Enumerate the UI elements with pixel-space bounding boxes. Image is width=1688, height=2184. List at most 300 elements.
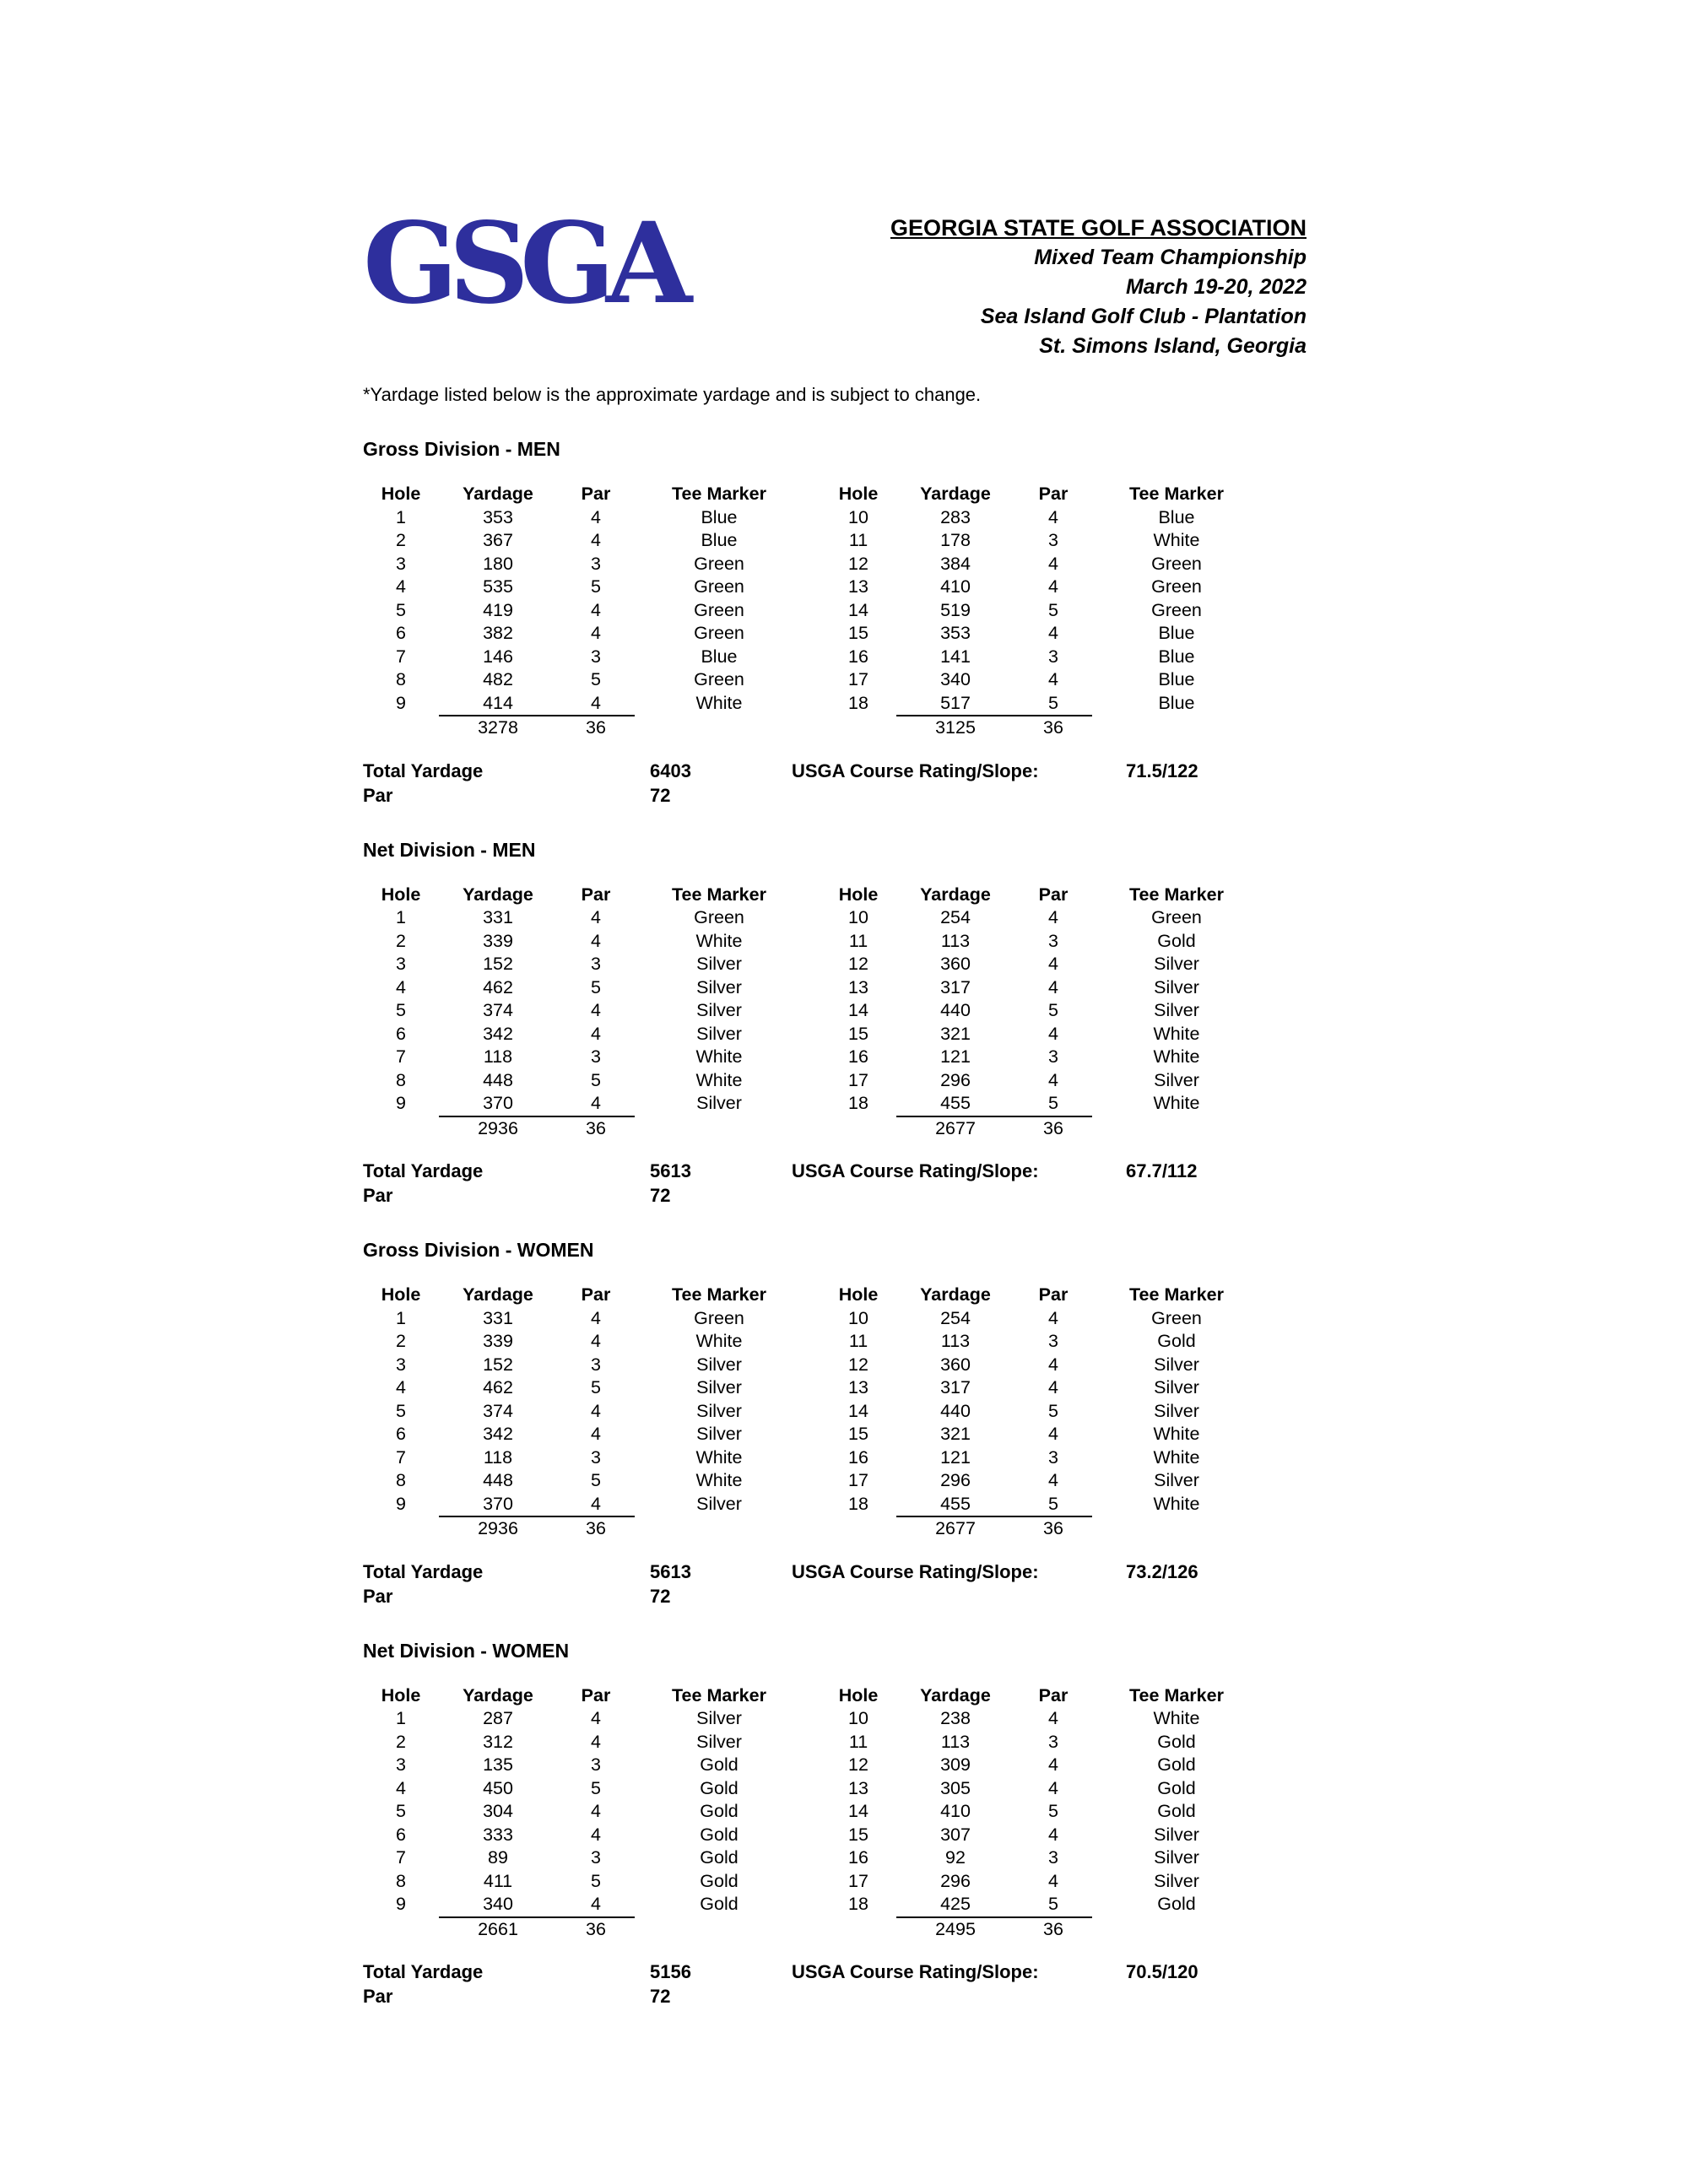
table-row <box>363 1731 1688 1754</box>
column-spacer <box>803 692 820 716</box>
section-summary <box>363 1960 1688 2008</box>
empty-cell <box>363 715 439 738</box>
yardage-cell: 121 <box>940 1446 971 1468</box>
par-value: 72 <box>650 1585 671 1607</box>
par-cell: 3 <box>1048 1331 1058 1351</box>
par-cell: 3 <box>591 553 601 574</box>
par-cell: 4 <box>1048 1069 1058 1090</box>
column-spacer <box>803 576 820 599</box>
yardage-cell: 410 <box>940 576 971 597</box>
yardage-cell: 321 <box>940 1424 971 1444</box>
column-spacer <box>803 1731 820 1754</box>
par-cell: 3 <box>591 1446 601 1468</box>
par-cell: 3 <box>591 1354 601 1375</box>
hole-cell: 18 <box>848 1493 868 1514</box>
par-cell: 5 <box>1048 1894 1058 1914</box>
yardage-cell: 89 <box>488 1847 508 1868</box>
tee-marker-cell: Silver <box>696 1424 742 1444</box>
par-cell: 5 <box>591 1377 601 1397</box>
table-row <box>363 1307 1688 1331</box>
hole-cell: 16 <box>848 1046 868 1067</box>
division-section <box>363 838 1688 1208</box>
gsga-logo: GSGA <box>363 198 684 329</box>
tee-marker-cell: Green <box>694 623 744 643</box>
yardage-cell: 312 <box>483 1731 513 1752</box>
division-section <box>363 1238 1688 1608</box>
yardage-cell: 296 <box>940 1069 971 1090</box>
yardage-cell: 305 <box>940 1777 971 1798</box>
hole-cell: 11 <box>848 1731 868 1752</box>
empty-cell <box>635 1516 803 1539</box>
header-text-block <box>890 209 1307 361</box>
par-cell: 4 <box>1048 1023 1058 1044</box>
column-spacer <box>803 506 820 530</box>
empty-cell <box>363 1116 439 1139</box>
column-spacer <box>803 1824 820 1847</box>
par-cell: 3 <box>1048 530 1058 550</box>
tee-marker-cell: Blue <box>701 530 738 550</box>
table-row <box>363 668 1688 692</box>
tee-marker-cell: Green <box>694 1307 744 1328</box>
hole-cell: 13 <box>848 976 868 997</box>
yardage-table <box>363 884 1688 1141</box>
rating-label: USGA Course Rating/Slope: <box>792 1961 1039 1982</box>
column-spacer <box>803 1376 820 1400</box>
yardage-cell: 353 <box>483 506 513 527</box>
yardage-cell: 360 <box>940 1354 971 1375</box>
empty-cell <box>1126 1584 1688 1608</box>
par-cell: 4 <box>591 1801 601 1821</box>
yardage-cell: 455 <box>940 1493 971 1514</box>
yardage-cell: 414 <box>483 692 513 713</box>
table-row <box>363 1423 1688 1446</box>
column-spacer <box>803 1516 820 1539</box>
hole-cell: 6 <box>396 1424 406 1444</box>
empty-cell <box>363 1516 439 1539</box>
column-header: Hole <box>838 1684 879 1706</box>
empty-cell <box>792 1584 1126 1608</box>
yardage-cell: 340 <box>483 1894 513 1914</box>
yardage-cell: 121 <box>940 1046 971 1067</box>
table-row <box>363 1707 1688 1731</box>
hole-cell: 12 <box>848 553 868 574</box>
table-row <box>363 1754 1688 1777</box>
back-yardage-total: 2677 <box>896 1516 1014 1541</box>
par-cell: 4 <box>1048 1708 1058 1728</box>
hole-cell: 7 <box>396 1446 406 1468</box>
column-header: Par <box>581 484 611 504</box>
totals-row <box>363 1516 1688 1541</box>
tee-marker-cell: Gold <box>1157 1894 1196 1914</box>
yardage-cell: 450 <box>483 1777 513 1798</box>
par-cell: 5 <box>1048 1400 1058 1421</box>
tee-marker-cell: Gold <box>700 1894 738 1914</box>
yardage-cell: 304 <box>483 1801 513 1821</box>
yardage-cell: 321 <box>940 1023 971 1044</box>
yardage-cell: 455 <box>940 1093 971 1113</box>
tee-marker-cell: Silver <box>1154 1847 1199 1868</box>
yardage-cell: 152 <box>483 954 513 974</box>
back-yardage-total: 2677 <box>896 1116 1014 1141</box>
table-row <box>363 1092 1688 1116</box>
column-spacer <box>803 1116 820 1139</box>
par-cell: 5 <box>591 1870 601 1891</box>
hole-cell: 3 <box>396 553 406 574</box>
hole-cell: 2 <box>396 930 406 951</box>
tee-marker-cell: White <box>695 1446 743 1468</box>
table-row <box>363 999 1688 1023</box>
hole-cell: 15 <box>848 1023 868 1044</box>
yardage-cell: 331 <box>483 907 513 927</box>
table-row <box>363 1376 1688 1400</box>
column-spacer <box>803 622 820 646</box>
table-row <box>363 1330 1688 1354</box>
hole-cell: 1 <box>396 907 406 927</box>
column-header: Hole <box>381 884 421 905</box>
yardage-cell: 317 <box>940 976 971 997</box>
yardage-cell: 254 <box>940 907 971 927</box>
empty-cell <box>792 783 1126 808</box>
table-row <box>363 692 1688 716</box>
totals-row <box>363 715 1688 740</box>
yardage-cell: 342 <box>483 1424 513 1444</box>
table-row <box>363 1893 1688 1916</box>
column-spacer <box>803 1707 820 1731</box>
hole-cell: 6 <box>396 1023 406 1044</box>
column-header: Par <box>1038 884 1069 905</box>
tee-marker-cell: Blue <box>701 646 738 667</box>
par-cell: 4 <box>1048 506 1058 527</box>
tee-marker-cell: Silver <box>696 1708 742 1728</box>
table-row <box>363 976 1688 1000</box>
par-cell: 4 <box>1048 669 1058 689</box>
yardage-cell: 448 <box>483 1470 513 1490</box>
table-row <box>363 1800 1688 1824</box>
column-spacer <box>803 1307 820 1331</box>
tee-marker-cell: Silver <box>696 1023 742 1044</box>
section-summary <box>363 759 1688 808</box>
par-value: 72 <box>650 1986 671 2007</box>
table-header-row <box>363 1684 1688 1708</box>
venue-name: Sea Island Golf Club - Plantation <box>980 305 1307 328</box>
column-spacer <box>803 1469 820 1493</box>
hole-cell: 9 <box>396 1894 406 1914</box>
hole-cell: 8 <box>396 669 406 689</box>
hole-cell: 2 <box>396 530 406 550</box>
front-yardage-total: 3278 <box>439 715 557 740</box>
hole-cell: 13 <box>848 1777 868 1798</box>
rating-label: USGA Course Rating/Slope: <box>792 1560 1039 1582</box>
table-row <box>363 1824 1688 1847</box>
par-cell: 4 <box>591 1093 601 1113</box>
empty-cell <box>820 1516 896 1539</box>
column-spacer <box>803 529 820 553</box>
tee-marker-cell: White <box>1153 1093 1200 1113</box>
yardage-cell: 353 <box>940 623 971 643</box>
par-cell: 4 <box>1048 623 1058 643</box>
tee-marker-cell: Silver <box>1154 1400 1199 1421</box>
column-spacer <box>803 1046 820 1069</box>
hole-cell: 6 <box>396 1824 406 1845</box>
yardage-cell: 482 <box>483 669 513 689</box>
yardage-cell: 152 <box>483 1354 513 1375</box>
tee-marker-cell: Gold <box>1157 1754 1196 1775</box>
hole-cell: 3 <box>396 1354 406 1375</box>
par-cell: 5 <box>1048 1093 1058 1113</box>
par-value: 72 <box>650 784 671 806</box>
column-spacer <box>803 553 820 576</box>
par-cell: 4 <box>1048 1377 1058 1397</box>
yardage-cell: 360 <box>940 954 971 974</box>
tee-marker-cell: Gold <box>1157 930 1196 951</box>
par-cell: 5 <box>1048 1801 1058 1821</box>
tee-marker-cell: Silver <box>696 954 742 974</box>
par-cell: 5 <box>591 976 601 997</box>
tee-marker-cell: White <box>695 1069 743 1090</box>
par-cell: 4 <box>1048 553 1058 574</box>
par-cell: 5 <box>1048 599 1058 620</box>
rating-label: USGA Course Rating/Slope: <box>792 1160 1039 1181</box>
tee-marker-cell: Silver <box>1154 1354 1199 1375</box>
hole-cell: 10 <box>848 506 868 527</box>
front-par-total: 36 <box>557 1116 635 1141</box>
column-header: Yardage <box>920 1284 991 1305</box>
hole-cell: 7 <box>396 1046 406 1067</box>
column-header: Yardage <box>463 1284 533 1305</box>
yardage-cell: 92 <box>945 1847 966 1868</box>
par-label: Par <box>363 1185 393 1206</box>
empty-cell <box>1092 1116 1261 1139</box>
back-par-total: 36 <box>1014 1116 1092 1141</box>
column-header: Hole <box>838 484 879 504</box>
column-header: Tee Marker <box>672 1284 766 1305</box>
division-section <box>363 1639 1688 2009</box>
par-cell: 3 <box>591 1046 601 1067</box>
table-row <box>363 506 1688 530</box>
hole-cell: 3 <box>396 1754 406 1775</box>
totals-row <box>363 1916 1688 1942</box>
front-par-total: 36 <box>557 1916 635 1942</box>
table-row <box>363 1354 1688 1377</box>
par-label: Par <box>363 1986 393 2007</box>
par-cell: 4 <box>1048 976 1058 997</box>
par-cell: 5 <box>591 1470 601 1490</box>
column-header: Hole <box>838 1284 879 1305</box>
column-spacer <box>803 1354 820 1377</box>
rating-value: 71.5/122 <box>1126 760 1198 781</box>
column-spacer <box>803 715 820 738</box>
column-header: Tee Marker <box>672 484 766 504</box>
par-cell: 5 <box>591 576 601 597</box>
table-row <box>363 599 1688 623</box>
hole-cell: 17 <box>848 1870 868 1891</box>
tee-marker-cell: Gold <box>1157 1731 1196 1752</box>
column-spacer <box>803 1330 820 1354</box>
empty-cell <box>363 1916 439 1940</box>
event-name: Mixed Team Championship <box>1034 246 1307 269</box>
association-title: GEORGIA STATE GOLF ASSOCIATION <box>890 215 1307 241</box>
par-cell: 4 <box>591 1307 601 1328</box>
column-spacer <box>803 1069 820 1093</box>
column-header: Yardage <box>920 1684 991 1706</box>
hole-cell: 7 <box>396 646 406 667</box>
par-cell: 3 <box>1048 1847 1058 1868</box>
back-par-total: 36 <box>1014 715 1092 740</box>
tee-marker-cell: Silver <box>1154 976 1199 997</box>
total-yardage-label: Total Yardage <box>363 1560 484 1582</box>
table-row <box>363 553 1688 576</box>
back-par-total: 36 <box>1014 1516 1092 1541</box>
tee-marker-cell: White <box>695 692 743 713</box>
column-spacer <box>803 1777 820 1801</box>
column-spacer <box>803 1684 820 1708</box>
tee-marker-cell: Gold <box>700 1777 738 1798</box>
empty-cell <box>792 1183 1126 1208</box>
par-cell: 3 <box>1048 1046 1058 1067</box>
tee-marker-cell: Silver <box>696 1093 742 1113</box>
column-header: Par <box>1038 1684 1069 1706</box>
column-header: Yardage <box>463 484 533 504</box>
column-header: Par <box>581 1684 611 1706</box>
tee-marker-cell: Silver <box>696 1354 742 1375</box>
yardage-cell: 238 <box>940 1708 971 1728</box>
tee-marker-cell: Silver <box>1154 1470 1199 1490</box>
par-cell: 5 <box>591 1777 601 1798</box>
front-par-total: 36 <box>557 1516 635 1541</box>
yardage-cell: 517 <box>940 692 971 713</box>
hole-cell: 16 <box>848 1847 868 1868</box>
table-header-row <box>363 884 1688 907</box>
hole-cell: 8 <box>396 1069 406 1090</box>
tee-marker-cell: Silver <box>1154 954 1199 974</box>
column-header: Tee Marker <box>1129 884 1224 905</box>
tee-marker-cell: White <box>1153 1708 1200 1728</box>
tee-marker-cell: Gold <box>1157 1777 1196 1798</box>
column-spacer <box>803 599 820 623</box>
tee-marker-cell: Gold <box>700 1754 738 1775</box>
column-header: Hole <box>381 1284 421 1305</box>
column-spacer <box>803 976 820 1000</box>
tee-marker-cell: Silver <box>696 1731 742 1752</box>
column-spacer <box>803 953 820 976</box>
yardage-cell: 296 <box>940 1870 971 1891</box>
table-row <box>363 1493 1688 1516</box>
par-cell: 4 <box>1048 954 1058 974</box>
par-cell: 4 <box>1048 1354 1058 1375</box>
column-header: Yardage <box>463 1684 533 1706</box>
tee-marker-cell: Green <box>694 576 744 597</box>
tee-marker-cell: Silver <box>1154 1377 1199 1397</box>
empty-cell <box>1126 1984 1688 2008</box>
tee-marker-cell: Silver <box>1154 1000 1199 1020</box>
column-header: Tee Marker <box>672 884 766 905</box>
yardage-cell: 374 <box>483 1000 513 1020</box>
table-row <box>363 529 1688 553</box>
column-spacer <box>803 1092 820 1116</box>
hole-cell: 12 <box>848 1754 868 1775</box>
par-cell: 4 <box>1048 1870 1058 1891</box>
hole-cell: 16 <box>848 1446 868 1468</box>
par-cell: 4 <box>1048 907 1058 927</box>
yardage-table <box>363 1684 1688 1942</box>
back-yardage-total: 3125 <box>896 715 1014 740</box>
table-row <box>363 1846 1688 1870</box>
total-yardage-value: 5613 <box>650 1160 691 1181</box>
yardage-cell: 307 <box>940 1824 971 1845</box>
par-cell: 3 <box>1048 930 1058 951</box>
column-header: Tee Marker <box>1129 1684 1224 1706</box>
hole-cell: 14 <box>848 1801 868 1821</box>
yardage-cell: 367 <box>483 530 513 550</box>
column-header: Hole <box>381 1684 421 1706</box>
par-cell: 3 <box>591 646 601 667</box>
yardage-cell: 317 <box>940 1377 971 1397</box>
yardage-table <box>363 1284 1688 1541</box>
column-header: Tee Marker <box>672 1684 766 1706</box>
tee-marker-cell: White <box>1153 1046 1200 1067</box>
empty-cell <box>820 1916 896 1940</box>
hole-cell: 14 <box>848 1000 868 1020</box>
column-spacer <box>803 1423 820 1446</box>
par-cell: 4 <box>591 907 601 927</box>
column-header: Yardage <box>463 884 533 905</box>
total-yardage-value: 5156 <box>650 1961 691 1982</box>
section-title: Gross Division - MEN <box>363 438 560 460</box>
hole-cell: 11 <box>848 1331 868 1351</box>
tee-marker-cell: Gold <box>700 1824 738 1845</box>
empty-cell <box>1092 1916 1261 1940</box>
yardage-cell: 287 <box>483 1708 513 1728</box>
par-cell: 4 <box>1048 1424 1058 1444</box>
par-cell: 5 <box>591 1069 601 1090</box>
yardage-cell: 340 <box>940 669 971 689</box>
hole-cell: 2 <box>396 1331 406 1351</box>
yardage-cell: 519 <box>940 599 971 620</box>
column-header: Yardage <box>920 484 991 504</box>
tee-marker-cell: Silver <box>1154 1069 1199 1090</box>
hole-cell: 16 <box>848 646 868 667</box>
total-yardage-value: 5613 <box>650 1560 691 1582</box>
column-header: Par <box>1038 484 1069 504</box>
par-cell: 4 <box>1048 1470 1058 1490</box>
hole-cell: 10 <box>848 1307 868 1328</box>
yardage-note: *Yardage listed below is the approximate yardage and is subject to change. <box>363 384 982 405</box>
table-header-row <box>363 1284 1688 1307</box>
hole-cell: 5 <box>396 1801 406 1821</box>
yardage-cell: 180 <box>483 553 513 574</box>
par-cell: 5 <box>1048 1000 1058 1020</box>
section-summary <box>363 1560 1688 1608</box>
tee-marker-cell: White <box>695 1331 743 1351</box>
empty-cell <box>820 715 896 738</box>
yardage-cell: 448 <box>483 1069 513 1090</box>
hole-cell: 5 <box>396 1000 406 1020</box>
totals-row <box>363 1116 1688 1141</box>
column-spacer <box>803 1916 820 1940</box>
yardage-cell: 283 <box>940 506 971 527</box>
tee-marker-cell: Blue <box>1158 623 1195 643</box>
par-label: Par <box>363 1585 393 1607</box>
column-spacer <box>803 483 820 506</box>
yardage-cell: 296 <box>940 1470 971 1490</box>
yardage-cell: 113 <box>940 1331 971 1351</box>
yardage-cell: 339 <box>483 1331 513 1351</box>
tee-marker-cell: Green <box>694 599 744 620</box>
yardage-cell: 370 <box>483 1093 513 1113</box>
yardage-cell: 141 <box>940 646 971 667</box>
table-header-row <box>363 483 1688 506</box>
total-yardage-label: Total Yardage <box>363 1160 484 1181</box>
